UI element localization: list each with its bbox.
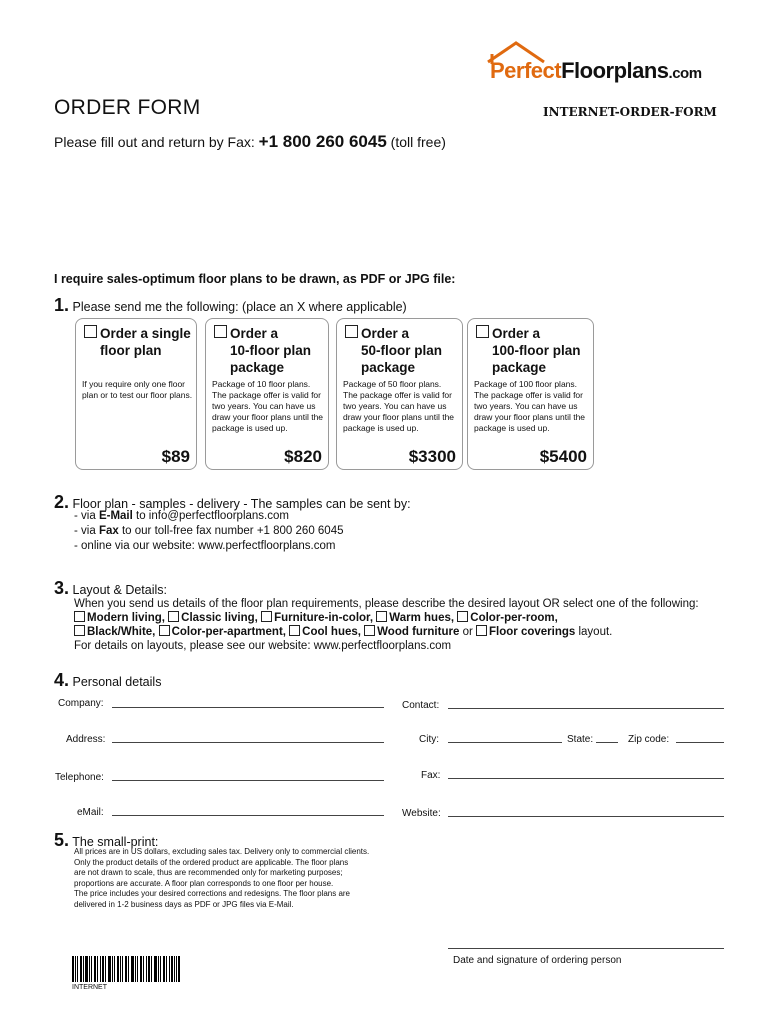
option-title: Order a single	[100, 326, 191, 341]
section-label: Personal details	[72, 675, 162, 689]
option-description: Package of 100 floor plans. The package offer is valid for two years. You can have us draw your floor plans until the package is used up.	[474, 379, 586, 433]
option-card-100[interactable]	[467, 318, 594, 470]
option-description: If you require only one floor plan or to test our floor plans.	[82, 379, 193, 400]
section-number: 2.	[54, 492, 70, 512]
small-print-line: delivered in 1-2 business days as PDF or JPG files via E-Mail.	[74, 899, 294, 909]
layout-option-label: Cool hues,	[302, 626, 361, 638]
city-label: City:	[419, 734, 439, 745]
fax-instruction	[54, 132, 446, 152]
option-title: package	[230, 360, 285, 375]
contact-field[interactable]	[448, 708, 724, 709]
option-title: 100-floor plan	[492, 343, 581, 358]
layout-option-label: Floor coverings	[489, 626, 576, 638]
fax-number: +1 800 260 6045	[258, 132, 387, 151]
layout-details-note: For details on layouts, please see our website: www.perfectfloorplans.com	[74, 640, 452, 652]
company-logo	[482, 40, 722, 92]
option-checkbox[interactable]	[84, 325, 97, 338]
layout-option-label: Warm hues,	[389, 612, 455, 624]
option-price: $3300	[408, 447, 456, 466]
telephone-label: Telephone:	[55, 772, 104, 783]
fax-label: Fax:	[421, 770, 441, 781]
option-price: $820	[284, 447, 322, 466]
address-field[interactable]	[112, 742, 384, 743]
state-label: State:	[567, 734, 594, 745]
section-label: Please send me the following: (place an X where applicable)	[72, 300, 407, 314]
section-number: 3.	[54, 578, 70, 598]
list-text: to info@perfectfloorplans.com	[136, 510, 289, 522]
layout-checkbox[interactable]	[364, 625, 375, 636]
section-number: 5.	[54, 830, 70, 850]
layout-checkbox[interactable]	[74, 625, 85, 636]
barcode-label: INTERNET	[72, 984, 107, 991]
layout-options	[74, 597, 734, 653]
contact-label: Contact:	[402, 700, 440, 711]
layout-option-label: Color-per-apartment,	[171, 626, 286, 638]
layout-checkbox[interactable]	[457, 611, 468, 622]
or-text: or	[462, 626, 473, 638]
list-text: - online via our website: www.perfectfloorplans.com	[74, 540, 336, 552]
fax-prefix: Please fill out and return by Fax:	[54, 134, 255, 150]
email-label: eMail:	[77, 807, 104, 818]
list-text: - via	[74, 510, 96, 522]
option-card-single[interactable]	[75, 318, 197, 470]
option-title: package	[361, 360, 416, 375]
layout-checkbox[interactable]	[74, 611, 85, 622]
section-number: 1.	[54, 295, 70, 315]
small-print	[74, 847, 404, 910]
zip-label: Zip code:	[628, 734, 670, 745]
option-title: 50-floor plan	[361, 343, 443, 358]
section-4-heading	[54, 670, 161, 691]
form-type-label: INTERNET-ORDER-FORM	[543, 105, 717, 119]
small-print-line: are not drawn to scale, thus are recommended only for marketing purposes;	[74, 868, 343, 877]
section-1-heading	[54, 295, 407, 316]
layout-option-label: Color-per-room,	[470, 612, 558, 624]
option-description: Package of 50 floor plans. The package offer is valid for two years. You can have us draw your floor plans until the package is used up.	[343, 379, 455, 433]
logo-word-floorplans: Floorplans	[561, 58, 669, 83]
website-label: Website:	[402, 808, 441, 819]
section-label: Layout & Details:	[72, 583, 167, 597]
signature-label: Date and signature of ordering person	[453, 955, 622, 966]
small-print-line: All prices are in US dollars, excluding sales tax. Delivery only to commercial clients.	[74, 847, 370, 856]
option-checkbox[interactable]	[476, 325, 489, 338]
option-checkbox[interactable]	[345, 325, 358, 338]
delivery-methods	[74, 509, 344, 554]
small-print-line: proportions are accurate. A floor plan corresponds to one floor per house.	[74, 878, 334, 888]
list-text: to our toll-free fax number +1 800 260 6045	[121, 525, 344, 537]
address-label: Address:	[66, 734, 106, 745]
page-title: ORDER FORM	[54, 96, 201, 119]
layout-option-label: Classic living,	[181, 612, 258, 624]
list-text-bold: E-Mail	[98, 510, 133, 522]
fax-field[interactable]	[448, 778, 724, 779]
layout-checkbox[interactable]	[168, 611, 179, 622]
option-title: Order a	[361, 326, 410, 341]
fax-suffix: (toll free)	[390, 134, 446, 150]
section-3-heading	[54, 578, 167, 599]
layout-word: layout.	[578, 626, 613, 638]
layout-option-label: Furniture-in-color,	[274, 612, 374, 624]
logo-word-dotcom: .com	[668, 65, 702, 82]
section-label: Floor plan - samples - delivery - The samples can be sent by:	[72, 497, 411, 511]
layout-checkbox[interactable]	[159, 625, 170, 636]
zip-field[interactable]	[676, 742, 724, 743]
option-title: package	[492, 360, 547, 375]
option-title: Order a	[492, 326, 541, 341]
email-field[interactable]	[112, 815, 384, 816]
layout-checkbox[interactable]	[261, 611, 272, 622]
section-number: 4.	[54, 670, 70, 690]
small-print-line: Only the product details of the ordered product are applicable. The floor plans	[74, 857, 349, 867]
option-title: Order a	[230, 326, 279, 341]
list-text: - via	[74, 525, 96, 537]
website-field[interactable]	[448, 816, 724, 817]
layout-option-label: Wood furniture	[377, 626, 460, 638]
list-text-bold: Fax	[98, 525, 119, 537]
option-price: $89	[161, 447, 190, 466]
company-field[interactable]	[112, 707, 384, 708]
option-description: Package of 10 floor plans. The package offer is valid for two years. You can have us draw your floor plans until the package is used up.	[212, 379, 324, 433]
option-card-50[interactable]	[336, 318, 463, 470]
company-label: Company:	[58, 698, 104, 709]
option-card-10[interactable]	[205, 318, 329, 470]
signature-line[interactable]	[448, 948, 724, 949]
layout-checkbox[interactable]	[476, 625, 487, 636]
barcode-icon	[72, 956, 180, 982]
city-field[interactable]	[448, 742, 562, 743]
logo-word-perfect: Perfect	[490, 58, 562, 83]
layout-option-label: Black/White,	[87, 626, 156, 638]
requirement-heading: I require sales-optimum floor plans to be drawn, as PDF or JPG file:	[54, 272, 456, 286]
layout-option-label: Modern living,	[87, 612, 165, 624]
telephone-field[interactable]	[112, 780, 384, 781]
section-label: The small-print:	[72, 835, 159, 849]
layout-checkbox[interactable]	[289, 625, 300, 636]
state-field[interactable]	[596, 742, 618, 743]
option-title: 10-floor plan	[230, 343, 312, 358]
small-print-line: The price includes your desired corrections and redesigns. The floor plans are	[74, 889, 350, 898]
option-checkbox[interactable]	[214, 325, 227, 338]
option-price: $5400	[539, 447, 587, 466]
layout-checkbox[interactable]	[376, 611, 387, 622]
layout-intro: When you send us details of the floor plan requirements, please describe the desired layout OR select one of the following:	[74, 598, 699, 610]
option-title: floor plan	[100, 343, 162, 358]
